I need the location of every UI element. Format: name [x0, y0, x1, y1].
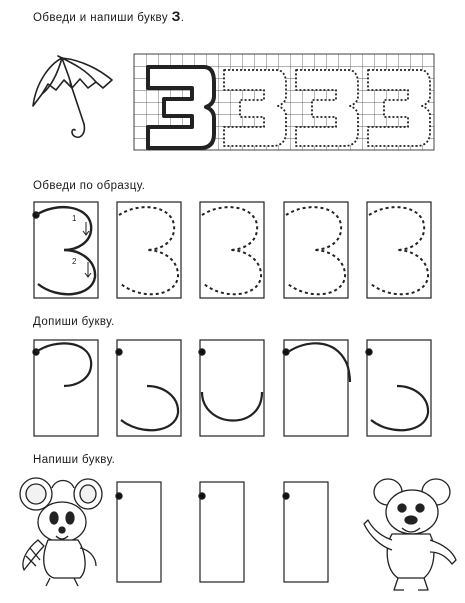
- stroke-order-1: 1: [72, 214, 77, 223]
- instruction-trace-and-write: Обведи и напиши букву З.: [33, 8, 185, 24]
- koala-picture: [364, 479, 456, 590]
- instruction-write-letter: Напиши букву.: [33, 454, 116, 466]
- stroke-order-2: 2: [72, 257, 77, 266]
- instruction-complete-letter: Допиши букву.: [33, 316, 115, 328]
- write-row: [116, 482, 328, 582]
- mouse-picture: [20, 478, 102, 586]
- instruction-text: Обведи и напиши букву: [33, 12, 168, 24]
- complete-row: [33, 340, 431, 436]
- instruction-trace-by-sample: Обведи по образцу.: [33, 180, 146, 192]
- umbrella-picture: [33, 56, 112, 137]
- letter-grid: [134, 54, 434, 150]
- target-letter: З: [171, 8, 181, 24]
- sample-letter: [36, 207, 95, 294]
- trace-row: [33, 202, 431, 298]
